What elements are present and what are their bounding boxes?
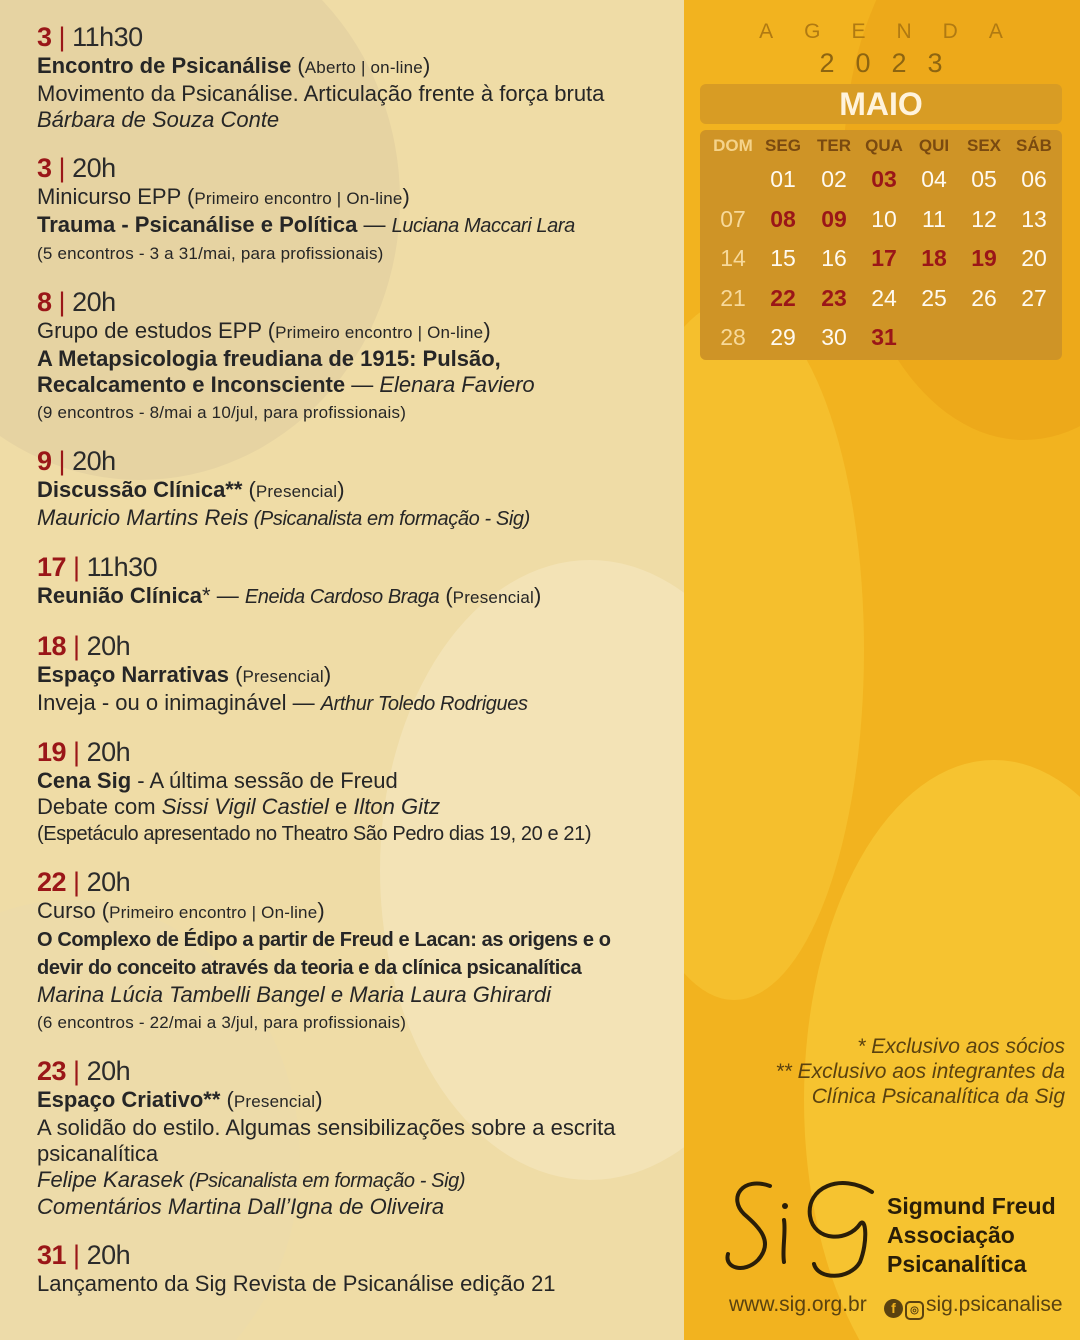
event-text: ( [220, 1087, 234, 1112]
event-datetime: 19 | 20h [37, 737, 131, 767]
event-datetime: 3 | 11h30 [37, 22, 143, 52]
event-text: — [345, 372, 380, 397]
event-text: ) [323, 662, 332, 687]
footnote-clinica-cont: Clínica Psicanalítica da Sig [811, 1085, 1065, 1108]
event-line [37, 768, 637, 794]
event-line [37, 318, 637, 346]
event-day: 19 [37, 737, 67, 767]
event-line [37, 820, 637, 847]
event-day: 18 [37, 631, 67, 661]
event-line [37, 982, 637, 1008]
event-datetime: 31 | 20h [37, 1240, 131, 1270]
event-line [37, 212, 637, 239]
event-text: Luciana Maccari Lara [391, 215, 575, 237]
event-text: Arthur Toledo Rodrigues [320, 693, 528, 715]
event-item [37, 153, 637, 267]
social-handle-text: sig.psicanalise [926, 1293, 1063, 1316]
event-text: Espaço Criativo** [37, 1087, 221, 1112]
event-text: Movimento da Psicanálise. Articulação frente à força bruta [37, 81, 605, 106]
event-time: 20h [86, 631, 131, 661]
event-text: Primeiro encontro | On-line [194, 189, 403, 208]
event-text: Primeiro encontro | On-line [275, 323, 484, 342]
event-text: Grupo de estudos EPP ( [37, 318, 276, 343]
calendar-week [700, 166, 1062, 206]
event-text: Reunião Clínica [37, 583, 203, 608]
event-text: Encontro de Psicanálise [37, 53, 292, 78]
instagram-icon[interactable]: ◎ [905, 1301, 924, 1320]
event-item [37, 22, 637, 133]
event-item [37, 1056, 637, 1220]
calendar-day: 27 [1021, 284, 1047, 311]
event-text: ( [291, 53, 305, 78]
event-time: 20h [86, 1240, 131, 1270]
event-day: 3 [37, 153, 52, 183]
calendar-day: 28 [720, 324, 746, 350]
event-line [37, 184, 637, 212]
calendar-day: 12 [971, 205, 997, 232]
event-datetime: 18 | 20h [37, 631, 131, 661]
event-text: ) [483, 318, 491, 343]
calendar-day: 05 [971, 166, 997, 192]
calendar-week [700, 245, 1062, 285]
calendar-day: 31 [871, 324, 897, 350]
event-text: Primeiro encontro | On-line [109, 903, 318, 922]
event-line [37, 662, 637, 690]
footnote-socios: * Exclusivo aos sócios [857, 1035, 1065, 1058]
event-time: 20h [72, 446, 116, 476]
calendar-day: 06 [1021, 166, 1047, 192]
footnote-clinica: ** Exclusivo aos integrantes da [775, 1060, 1065, 1083]
event-time: 20h [86, 737, 131, 767]
calendar-day: 24 [871, 284, 897, 311]
event-text: Curso ( [37, 898, 110, 923]
calendar-day: 30 [821, 324, 847, 350]
brand-line-1: Sigmund Freud [887, 1193, 1056, 1219]
event-text: Lançamento da Sig Revista de Psicanálise edição 21 [37, 1271, 556, 1296]
event-text: (5 encontros - 3 a 31/mai, para profissionais) [37, 244, 384, 263]
event-text: — [357, 212, 392, 237]
event-text: (Espetáculo apresentado no Theatro São Pedro dias 19, 20 e 21) [37, 823, 592, 845]
event-text: (Psicanalista em formação - Sig) [183, 1170, 466, 1192]
calendar-day: 13 [1021, 205, 1047, 232]
event-line [37, 690, 637, 717]
calendar-day: 14 [720, 245, 746, 271]
event-line [37, 1008, 637, 1036]
event-text: Minicurso EPP ( [37, 184, 195, 209]
event-day: 3 [37, 22, 52, 52]
event-text: Inveja - ou o inimaginável — [37, 690, 321, 715]
month-title: MAIO [700, 84, 1062, 124]
event-time: 20h [72, 287, 116, 317]
calendar-day: 26 [971, 284, 997, 311]
social-handle[interactable] [884, 1293, 1063, 1320]
event-text: (Psicanalista em formação - Sig) [248, 508, 530, 530]
event-line [37, 81, 637, 107]
event-text: (9 encontros - 8/mai a 10/jul, para profissionais) [37, 403, 407, 422]
calendar-day: 10 [871, 205, 897, 232]
event-text: ( [242, 477, 256, 502]
calendar-day: 15 [770, 245, 796, 271]
brand-line-2: Associação [887, 1222, 1015, 1248]
calendar-week [700, 206, 1062, 246]
event-text: A Metapsicologia freudiana de 1915: Pulsão, [37, 346, 501, 371]
event-line [37, 53, 637, 81]
facebook-icon[interactable]: f [884, 1299, 903, 1318]
event-text: Mauricio Martins Reis [37, 505, 249, 530]
brand-line-3: Psicanalítica [887, 1251, 1027, 1277]
event-text: ) [422, 53, 431, 78]
event-line [37, 372, 637, 398]
calendar-day: 03 [871, 166, 897, 192]
event-line [37, 505, 637, 532]
agenda-label: AGENDA [759, 20, 1034, 43]
footnotes [776, 1034, 1066, 1109]
event-text: ) [534, 583, 542, 608]
event-text: Eneida Cardoso Braga [244, 586, 440, 608]
calendar-day: 02 [821, 166, 847, 192]
event-day: 31 [37, 1240, 67, 1270]
event-line [37, 398, 637, 426]
event-item [37, 287, 637, 426]
weekday-label: QUI [918, 136, 950, 155]
event-item [37, 552, 637, 611]
event-datetime: 23 | 20h [37, 1056, 131, 1086]
weekday-label: DOM [713, 136, 753, 155]
event-line [37, 583, 637, 611]
event-line [37, 1167, 637, 1194]
event-line [37, 926, 637, 982]
event-line [37, 1194, 637, 1220]
event-text: Trauma - Psicanálise e Política [37, 212, 358, 237]
event-text: A solidão do estilo. Algumas sensibilizações sobre a escrita psicanalítica [37, 1115, 616, 1166]
calendar-day: 16 [821, 245, 847, 271]
event-line [37, 1271, 637, 1297]
event-text: Presencial [242, 667, 324, 686]
event-line [37, 898, 637, 926]
event-day: 9 [37, 446, 52, 476]
event-time: 20h [86, 867, 131, 897]
event-line [37, 107, 637, 133]
event-text: ) [337, 477, 345, 502]
event-text: Recalcamento e Inconsciente [37, 372, 346, 397]
event-text: Presencial [233, 1092, 316, 1111]
event-text: Sissi Vigil Castiel [161, 794, 329, 819]
event-day: 23 [37, 1056, 67, 1086]
event-text: O Complexo de Édipo a partir de Freud e Lacan: as origens e o devir do conceito através da teoria e da clínica psicanalítica [37, 929, 611, 979]
calendar-day: 29 [770, 324, 796, 350]
event-line [37, 794, 637, 820]
event-text: Discussão Clínica** [37, 477, 243, 502]
calendar-day: 04 [921, 166, 947, 192]
event-time: 11h30 [72, 22, 143, 52]
calendar-day: 18 [921, 245, 947, 271]
brand-name [887, 1192, 1056, 1279]
website-link[interactable]: www.sig.org.br [729, 1293, 867, 1316]
event-text: ( [229, 662, 243, 687]
event-item [37, 1240, 637, 1297]
event-day: 17 [37, 552, 67, 582]
weekday-label: TER [817, 136, 851, 155]
event-time: 20h [72, 153, 116, 183]
event-datetime: 9 | 20h [37, 446, 116, 476]
calendar-day: 21 [720, 284, 746, 311]
event-list [37, 22, 637, 1297]
calendar-day: 25 [921, 284, 947, 311]
sig-logo-icon [722, 1172, 882, 1282]
event-text: Cena Sig [37, 768, 132, 793]
event-datetime: 8 | 20h [37, 287, 116, 317]
event-text: ) [402, 184, 410, 209]
calendar-day: 19 [971, 245, 997, 271]
event-time: 11h30 [86, 552, 158, 582]
event-text: ) [315, 1087, 323, 1112]
event-text: Bárbara de Souza Conte [37, 107, 280, 132]
event-text: Felipe Karasek [37, 1167, 184, 1192]
calendar-day: 17 [871, 245, 897, 271]
event-text: - A última sessão de Freud [131, 768, 398, 793]
event-line [37, 1115, 637, 1167]
event-day: 22 [37, 867, 67, 897]
event-item [37, 737, 637, 847]
event-text: Presencial [452, 588, 535, 607]
event-text: * — [202, 583, 245, 608]
calendar-day: 22 [770, 284, 796, 311]
calendar-week [700, 285, 1062, 325]
event-text: Debate com [37, 794, 162, 819]
calendar-day: 23 [821, 284, 847, 311]
event-text: Ilton Gitz [353, 794, 441, 819]
event-item [37, 867, 637, 1036]
event-time: 20h [86, 1056, 131, 1086]
event-text: Marina Lúcia Tambelli Bangel e Maria Laura Ghirardi [37, 982, 552, 1007]
event-text: e [328, 794, 354, 819]
event-line [37, 1087, 637, 1115]
calendar-grid [700, 130, 1062, 360]
calendar-week [700, 324, 1062, 364]
event-text: Aberto | on-line [304, 58, 423, 77]
calendar-day: 11 [922, 205, 946, 232]
event-text: ( [439, 583, 453, 608]
event-line [37, 477, 637, 505]
event-text: Espaço Narrativas [37, 662, 229, 687]
weekday-label: SEG [765, 136, 801, 155]
event-text: Comentários Martina Dall’Igna de Oliveira [37, 1194, 445, 1219]
calendar-day: 09 [821, 205, 847, 232]
weekday-label: QUA [865, 136, 903, 155]
calendar-day: 20 [1021, 245, 1047, 271]
event-text: Elenara Faviero [379, 372, 535, 397]
event-line [37, 346, 637, 372]
calendar-day: 07 [720, 205, 746, 232]
agenda-year: 2023 [819, 48, 964, 78]
event-text: Presencial [255, 482, 338, 501]
event-datetime: 17 | 11h30 [37, 552, 158, 582]
weekday-label: SEX [966, 136, 1002, 155]
event-text: (6 encontros - 22/mai a 3/jul, para profissionais) [37, 1013, 407, 1032]
event-datetime: 3 | 20h [37, 153, 116, 183]
event-datetime: 22 | 20h [37, 867, 131, 897]
event-day: 8 [37, 287, 52, 317]
event-item [37, 631, 637, 717]
event-text: ) [317, 898, 325, 923]
event-line [37, 239, 637, 267]
calendar-day: 01 [770, 166, 796, 192]
weekday-label: SÁB [1016, 136, 1052, 155]
event-item [37, 446, 637, 532]
calendar-day: 08 [770, 205, 796, 232]
